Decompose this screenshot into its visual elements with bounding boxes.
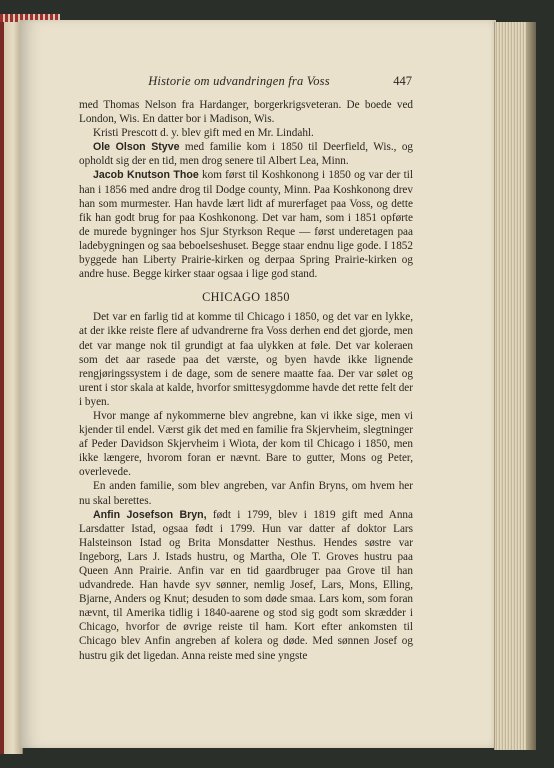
paragraph [79, 508, 413, 663]
page-header [62, 74, 416, 92]
paragraph: Hvor mange af nykommerne blev angrebne, kan vi ikke sige, men vi kjender til endel. Værst gik det med en familie fra Skjervheim, slegtninger af Peder Davidson Skjervheim i Wiota, der kom til Chicago i 1850, men ikke længere, hvorom foran er nævnt. Bare to gutter, Mons og Peter, overlevede. [79, 409, 413, 479]
cover-edge [0, 14, 4, 754]
paragraph: med Thomas Nelson fra Hardanger, borgerkrigsveteran. De boede ved London, Wis. En datter bor i Madison, Wis. [79, 99, 413, 126]
section-heading: CHICAGO 1850 [202, 290, 290, 305]
page-number: 447 [393, 74, 412, 88]
page-stack-shadow [526, 22, 536, 750]
paragraph-text: kom først til Koshkonong i 1850 og var der til han i 1856 med andre drog til Dodge county, Minn. Paa Koshkonong drev han som murmester. Han havde lært lidt af murerfaget paa Voss, og dette fik han godt brug for paa Koshkonong. Det var ham, som i 1851 opførte de murede bygninger hos Sjur Styrkson Reque — først underetagen paa ladebygningen og saa beboelseshuset. Begge staar endnu lige gode. I 1852 byggede han Liberty Prairie-kirken og derpaa Spring Prairie-kirken og andre huse. Begge kirker staar ogsaa i lige god stand. [79, 169, 413, 281]
paragraph: En anden familie, som blev angreben, var Anfin Bryns, om hvem her nu skal berettes. [79, 480, 413, 507]
paragraph: Kristi Prescott d. y. blev gift med en Mr. Lindahl. [93, 127, 314, 140]
page-body [79, 98, 413, 663]
person-name: Jacob Knutson Thoe [93, 169, 199, 182]
paragraph-text: født i 1799, blev i 1819 gift med Anna Larsdatter Istad, ogsaa født i 1799. Hun var datter af doktor Lars Halsteinson Istad og Brita Monsdatter Nesthus. Hendes søstre var Ingeborg, Lars J. Istads hustru, og Martha, Ole T. Groves hustru paa Queen Ann Prairie. Anfin var en tid gaardbruger paa Grove til han udvandrede. Han havde syv sønner, nemlig Josef, Lars, Mons, Elling, Bjarne, Anders og Knut; desuden to som døde smaa. Lars kom, som foran nævnt, til Amerika tidlig i 1840-aarene og stod sig godt som skrædder i Chicago, hvorfor de øvrige reiste til ham. Kort efter ankomsten til Chicago blev Anfin angreben af kolera og døde. Med sønnen Josef og hustru gik det ligedan. Anna reiste med sine yngste [79, 508, 413, 662]
paragraph-text: med familie kom i 1850 til Deerfield, Wis., og opholdt sig der en tid, men drog senere til Albert Lea, Minn. [79, 141, 414, 168]
person-name: Ole Olson Styve [93, 141, 180, 154]
running-title: Historie om udvandringen fra Voss [148, 74, 330, 88]
paragraph: Det var en farlig tid at komme til Chicago i 1850, og det var en lykke, at der ikke reiste flere af udvandrerne fra Voss derhen end det gjorde, men det var mange nok til grundigt at faa ulykken at føle. Det var koleraen som det aar rasede paa det værste, og byen havde ikke lignende rengjøringssystem i de dage, som de senere maatte faa. Der var sølet og urent i stor skala at kalde, hvorfor smittesygdomme havde det rette felt der i byen. [79, 311, 413, 408]
paragraph [79, 168, 413, 281]
person-name: Anfin Josefson Bryn, [93, 508, 207, 521]
paragraph [79, 140, 413, 168]
